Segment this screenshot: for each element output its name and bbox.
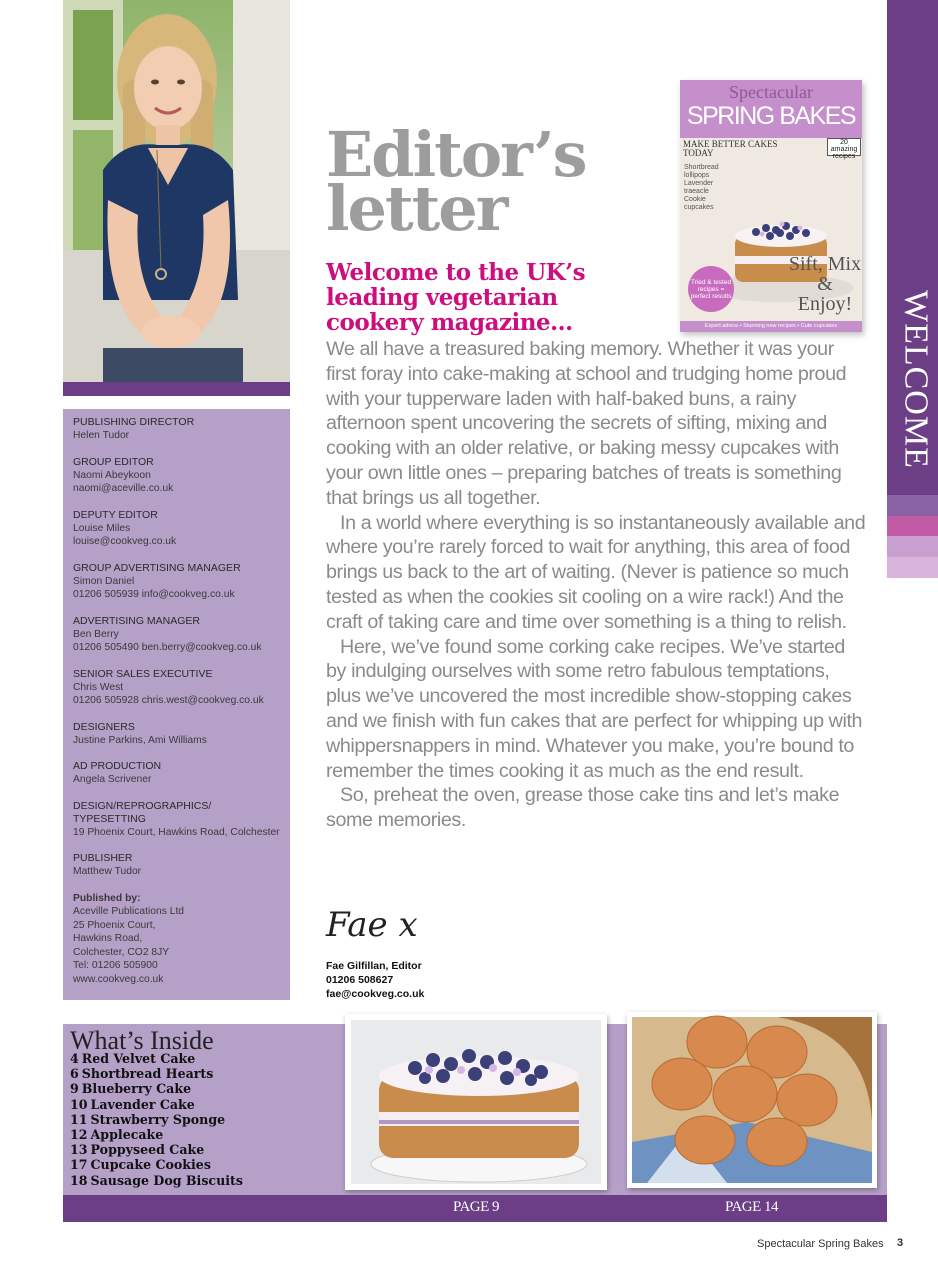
staff-email[interactable]: louise@cookveg.co.uk xyxy=(73,536,177,547)
staff-line: Louise Miles xyxy=(73,522,131,534)
body-paragraph: So, preheat the oven, grease those cake tins and let’s make some memories. xyxy=(326,784,840,832)
staff-role: GROUP ADVERTISING MANAGER xyxy=(73,561,241,574)
whats-inside-list xyxy=(70,1051,243,1188)
staff-contact[interactable]: 01206 505939 info@cookveg.co.uk xyxy=(73,589,235,600)
body-paragraph: We all have a treasured baking memory. Whether it was your first foray into cake-making at school and trudging home proud with your tupperware laden with half-baked buns, a rainy afternoon spent uncovering the secrets of sifting, mixing and cooking with an older relative, or baking messy cupcakes with your own little ones – preparing batches of treats is something that brings us all together. xyxy=(326,338,847,509)
publisher-website[interactable]: www.cookveg.co.uk xyxy=(73,973,164,985)
staff-email[interactable]: naomi@aceville.co.uk xyxy=(73,483,174,494)
staff-entry-ad-production xyxy=(73,760,280,787)
publisher-line: Aceville Publications Ltd xyxy=(73,906,185,917)
list-item[interactable]: 17 Cupcake Cookies xyxy=(70,1157,211,1173)
cake-image xyxy=(345,1014,607,1190)
staff-entry-advertising-manager xyxy=(73,615,280,655)
staff-line: Angela Scrivener xyxy=(73,774,152,785)
whats-inside-title: What’s Inside xyxy=(70,1026,214,1055)
published-by-block xyxy=(73,892,280,987)
publisher-line: Hawkins Road, xyxy=(73,933,143,944)
editor-name: Fae Gilfillan, Editor xyxy=(326,960,422,972)
staff-line: 19 Phoenix Court, Hawkins Road, Colchester xyxy=(73,826,280,838)
footer-publication-title: Spectacular Spring Bakes xyxy=(757,1238,884,1250)
list-item[interactable]: 6 Shortbread Hearts xyxy=(70,1066,214,1082)
staff-entry-deputy-editor xyxy=(73,509,280,549)
staff-role: ADVERTISING MANAGER xyxy=(73,614,200,627)
tab-band-5 xyxy=(887,557,938,578)
cover-list-item: Cookie xyxy=(684,196,706,203)
editor-signature: Fae x xyxy=(326,905,418,945)
staff-role: AD PRODUCTION xyxy=(73,760,162,772)
page-title-line: letter xyxy=(326,172,507,245)
list-item[interactable]: 9 Blueberry Cake xyxy=(70,1081,192,1097)
cover-list-item: cupcakes xyxy=(684,204,714,211)
editor-email[interactable]: fae@cookveg.co.uk xyxy=(326,988,425,1000)
staff-role: PUBLISHER xyxy=(73,852,133,864)
cover-list-item: traeacle xyxy=(684,188,709,195)
tab-band-4 xyxy=(887,536,938,557)
cover-roundel: Tried & tested recipes = perfect results xyxy=(688,266,734,312)
list-item[interactable]: 13 Poppyseed Cake xyxy=(70,1142,205,1158)
published-by-label: Published by: xyxy=(73,892,141,904)
staff-entry-publishing-director xyxy=(73,416,280,443)
staff-role: PUBLISHING DIRECTOR xyxy=(73,416,195,428)
page-subtitle-line: Welcome to the UK’s xyxy=(326,259,586,286)
eggs-basket-photo[interactable] xyxy=(627,1012,877,1188)
cover-list-item: lollipops xyxy=(684,172,710,179)
editor-letter-body xyxy=(326,337,866,833)
staff-contact[interactable]: 01206 505490 ben.berry@cookveg.co.uk xyxy=(73,642,262,653)
page-label-9[interactable]: PAGE 9 xyxy=(453,1199,500,1215)
page-title xyxy=(326,118,626,245)
eggs-image xyxy=(627,1012,877,1188)
staff-role-continued: TYPESETTING xyxy=(73,812,146,825)
list-item[interactable]: 10 Lavender Cake xyxy=(70,1096,195,1112)
staff-entry-designers xyxy=(73,721,280,748)
staff-line: Helen Tudor xyxy=(73,430,130,441)
staff-role: DESIGNERS xyxy=(73,720,135,733)
cover-kicker: Spectacular xyxy=(729,82,813,102)
photo-accent-bar xyxy=(63,382,290,396)
editor-photo xyxy=(63,0,290,382)
staff-role: SENIOR SALES EXECUTIVE xyxy=(73,667,213,680)
body-paragraph: Here, we’ve found some corking cake recipes. We’ve started by indulging ourselves with some retro fabulous temptations, plus we’ve uncovered the most incredible show-stopping cakes and we finish with fun cakes that are perfect for whipping up with whippersnappers in mind. Whatever you make, you’re bound to remember the times cooking it as much as the end result. xyxy=(326,635,863,782)
tab-band-2 xyxy=(887,495,938,516)
welcome-label: WELCOME xyxy=(897,290,935,469)
cover-title: SPRING BAKES xyxy=(686,102,856,130)
staff-role: GROUP EDITOR xyxy=(73,455,154,468)
cover-badge: 20 amazing recipes xyxy=(827,138,861,156)
editor-portrait-illustration xyxy=(63,0,290,382)
staff-entry-group-editor xyxy=(73,456,280,496)
staff-contact[interactable]: 01206 505928 chris.west@cookveg.co.uk xyxy=(73,695,264,706)
editor-contact-block xyxy=(326,959,424,1001)
staff-entry-senior-sales-executive xyxy=(73,668,280,708)
staff-line: Simon Daniel xyxy=(73,575,135,587)
publisher-line: 25 Phoenix Court, xyxy=(73,919,156,931)
list-item[interactable]: 18 Sausage Dog Biscuits xyxy=(70,1172,243,1188)
list-item[interactable]: 11 Strawberry Sponge xyxy=(70,1111,226,1127)
tab-band-3 xyxy=(887,516,938,536)
welcome-side-tab xyxy=(887,0,938,578)
cover-list-item: Shortbread xyxy=(684,164,719,171)
staff-line: Justine Parkins, Ami Williams xyxy=(73,734,207,746)
footer-page-number: 3 xyxy=(897,1237,904,1249)
publisher-line: Colchester, CO2 8JY xyxy=(73,946,170,958)
staff-line: Ben Berry xyxy=(73,628,119,640)
page-title-line: Editor’s xyxy=(326,118,586,191)
editor-phone: 01206 508627 xyxy=(326,974,394,986)
staff-role: DEPUTY EDITOR xyxy=(73,508,158,521)
list-item[interactable]: 4 Red Velvet Cake xyxy=(70,1051,196,1066)
staff-entry-design-reprographics xyxy=(73,800,280,840)
publisher-phone: Tel: 01206 505900 xyxy=(73,960,158,971)
blueberry-cake-photo[interactable] xyxy=(345,1014,607,1190)
cover-list-item: Lavender xyxy=(684,180,714,187)
staff-role: DESIGN/REPROGRAPHICS/ xyxy=(73,799,212,812)
page-label-14[interactable]: PAGE 14 xyxy=(725,1199,779,1215)
page-subtitle-line: leading vegetarian xyxy=(326,284,558,311)
list-item[interactable]: 12 Applecake xyxy=(70,1127,164,1143)
cover-list xyxy=(684,164,744,212)
staff-credits-box xyxy=(63,409,290,1000)
cover-bottom-strip: Expert advice • Stunning new recipes • Cute cupcakes xyxy=(680,321,862,332)
cover-tagline: MAKE BETTER CAKES TODAY xyxy=(683,139,778,158)
page-subtitle-line: cookery magazine… xyxy=(326,309,573,336)
staff-entry-group-advertising-manager xyxy=(73,562,280,602)
staff-line: Matthew Tudor xyxy=(73,866,142,877)
magazine-cover xyxy=(680,80,862,332)
staff-line: Naomi Abeykoon xyxy=(73,469,151,481)
body-paragraph: In a world where everything is so instantaneously available and where you’re rarely forced to wait for anything, this area of food brings us back to the art of waiting. (Never is patience so much tested as when the cookies sit cooling on a wire rack!) And the craft of taking care and time over something is a thing to relish. xyxy=(326,511,866,633)
staff-entry-publisher xyxy=(73,852,280,879)
page-subtitle xyxy=(326,260,626,335)
staff-line: Chris West xyxy=(73,681,124,693)
cover-sift-text: Sift, Mix & Enjoy! xyxy=(788,253,862,315)
